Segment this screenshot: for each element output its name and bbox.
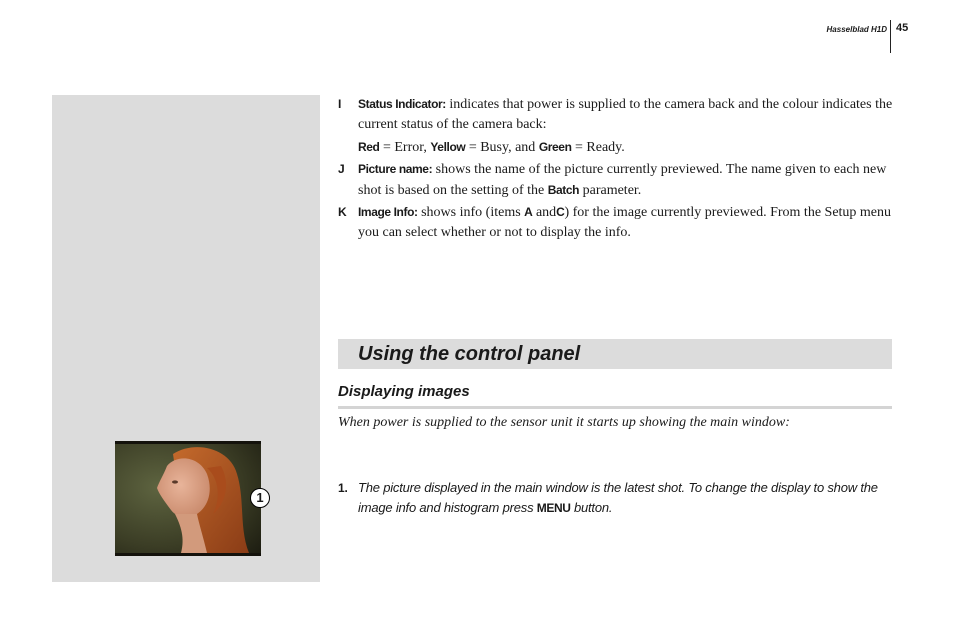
- definition-item: [338, 94, 894, 158]
- definition-body: shows info (items: [417, 205, 525, 220]
- subsection-title: Displaying images: [338, 383, 470, 400]
- definition-text: [358, 159, 894, 201]
- header-brand: Hasselblad H1D: [826, 25, 887, 34]
- menu-key: MENU: [536, 501, 571, 515]
- definition-item: [338, 202, 894, 243]
- portrait-image: [115, 444, 261, 553]
- intro-text: When power is supplied to the sensor unit it starts up showing the main window:: [338, 415, 790, 430]
- definition-text: [358, 202, 894, 243]
- definition-body-end: ) for the image currently previewed. From the Setup menu you can select whether or not to display the info.: [358, 205, 892, 240]
- definition-text: [358, 94, 894, 135]
- definition-body-mid: and: [532, 205, 557, 220]
- step-text-end: button.: [570, 500, 613, 515]
- definition-letter: I: [338, 97, 342, 111]
- subsection-rule: [338, 406, 892, 409]
- yellow-text: = Busy, and: [465, 140, 539, 155]
- definition-term: Status Indicator:: [358, 97, 446, 111]
- definition-letter: J: [338, 162, 345, 176]
- item-c-term: C: [556, 205, 565, 219]
- item-a-term: A: [524, 205, 533, 219]
- definition-letter: K: [338, 205, 347, 219]
- red-term: Red: [358, 140, 380, 154]
- definition-body: shows the name of the picture currently previewed. The name given to each new shot is based on the setting of the: [358, 162, 887, 198]
- green-term: Green: [538, 140, 572, 154]
- yellow-term: Yellow: [430, 140, 466, 154]
- page-number: 45: [896, 22, 909, 34]
- definition-term: Image Info:: [358, 205, 418, 219]
- step-item: [338, 478, 898, 518]
- red-text: = Error,: [379, 140, 431, 155]
- batch-term: Batch: [547, 183, 580, 197]
- section-title: Using the control panel: [338, 339, 892, 369]
- header-rule: [890, 20, 891, 53]
- definition-body: indicates that power is supplied to the camera back and the colour indicates the current status of the camera back:: [358, 97, 893, 132]
- definition-term: Picture name:: [358, 162, 433, 176]
- step-number: 1.: [338, 481, 348, 495]
- definition-item: [338, 159, 894, 201]
- green-text: = Ready.: [571, 140, 625, 155]
- definition-body-end: parameter.: [579, 183, 642, 198]
- preview-photo: [115, 441, 261, 556]
- callout-marker: 1: [250, 488, 270, 508]
- status-colors: [358, 137, 894, 158]
- step-text: The picture displayed in the main window is the latest shot. To change the display to show the image info and histogram press: [358, 480, 878, 515]
- definition-list: [338, 94, 894, 244]
